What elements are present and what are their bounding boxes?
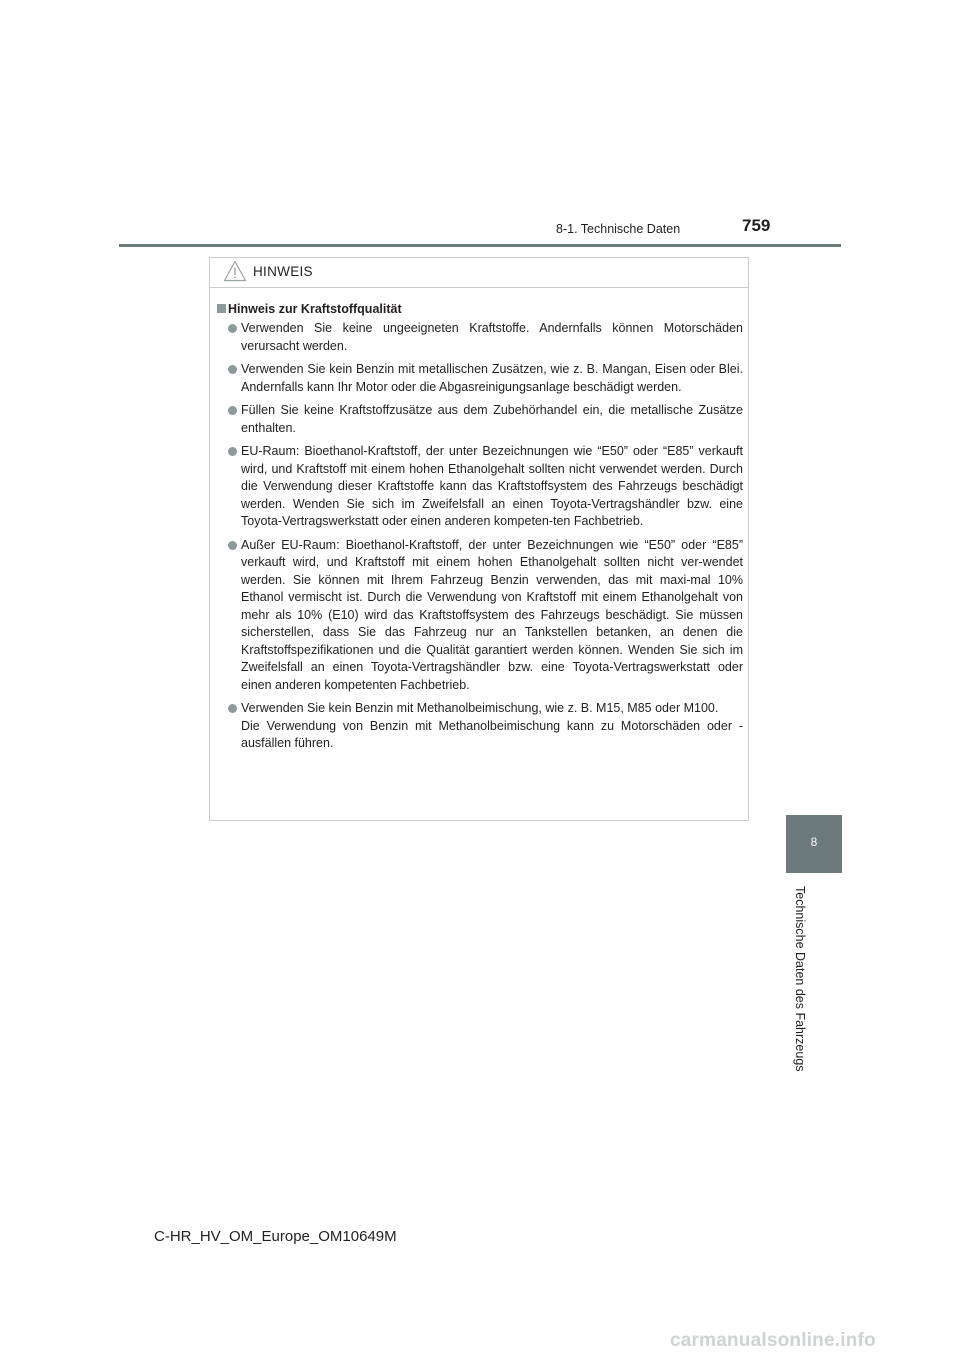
dot-bullet-icon	[228, 324, 237, 333]
footer-document-id: C-HR_HV_OM_Europe_OM10649M	[154, 1228, 397, 1245]
subheading-text: Hinweis zur Kraftstoffqualität	[228, 302, 402, 316]
list-item	[217, 537, 743, 695]
page-number: 759	[742, 216, 771, 235]
notice-subheading	[217, 300, 743, 318]
list-item	[217, 320, 743, 355]
list-item-text: Außer EU-Raum: Bioethanol-Kraftstoff, der unter Bezeichnungen wie “E50” oder “E85” verkauft wird, und Kraftstoff mit einem hohen Ethanolgehalt sollten nicht ver-wendet werden. Sie können mit Ihrem Fahrzeug Benzin verwenden, das mit maxi-mal 10% Ethanol vermischt ist. Durch die Verwendung von Kraftstoff mit einem Ethanolgehalt von mehr als 10% (E10) wird das Kraftstoffsystem des Fahrzeugs beschädigt. Sie müssen sicherstellen, dass Sie das Fahrzeug nur an Tankstellen betanken, an denen die Kraftstoffspezifikationen und die Qualität garantiert werden können. Wenden Sie sich im Zweifelsfall an einen Toyota-Vertragshändler bzw. eine Toyota-Vertragswerkstatt oder einen anderen kompetenten Fachbetrieb.	[241, 537, 743, 692]
dot-bullet-icon	[228, 541, 237, 550]
dot-bullet-icon	[228, 704, 237, 713]
list-item-text: Verwenden Sie keine ungeeigneten Kraftstoffe. Andernfalls können Motorschäden verursacht werden.	[241, 321, 743, 353]
header-section-title: 8-1. Technische Daten	[556, 222, 681, 236]
list-item	[217, 402, 743, 437]
chapter-number: 8	[810, 835, 818, 849]
dot-bullet-icon	[228, 447, 237, 456]
list-item-text: Verwenden Sie kein Benzin mit Methanolbeimischung, wie z. B. M15, M85 oder M100. Die Verwendung von Benzin mit Methanolbeimischung kann zu Motorschäden oder -ausfällen führen.	[241, 701, 743, 750]
chapter-title-vertical: Technische Daten des Fahrzeugs	[793, 886, 807, 1072]
header-rule	[119, 244, 841, 247]
list-item-text: Verwenden Sie kein Benzin mit metallischen Zusätzen, wie z. B. Mangan, Eisen oder Blei. Andernfalls kann Ihr Motor oder die Abgasreinigungsanlage beschädigt werden.	[241, 362, 743, 394]
notice-body	[217, 300, 743, 759]
list-item	[217, 700, 743, 753]
notice-list	[217, 320, 743, 753]
chapter-tab	[786, 815, 842, 873]
watermark: carmanualsonline.info	[670, 1330, 876, 1351]
notice-box	[209, 257, 749, 821]
list-item-text: EU-Raum: Bioethanol-Kraftstoff, der unter Bezeichnungen wie “E50” oder “E85” verkauft wird, und Kraftstoff mit einem hohen Ethanolgehalt sollten nicht verwendet werden. Durch die Verwendung dieser Kraftstoffe kann das Kraftstoffsystem des Fahrzeugs beschädigt werden. Wenden Sie sich im Zweifelsfall an einen Toyota-Vertragshändler bzw. eine Toyota-Vertragswerkstatt oder einen anderen kompeten-ten Fachbetrieb.	[241, 444, 743, 528]
notice-label: HINWEIS	[253, 264, 313, 279]
list-item-text: Füllen Sie keine Kraftstoffzusätze aus dem Zubehörhandel ein, die metallische Zusätze enthalten.	[241, 403, 743, 435]
dot-bullet-icon	[228, 365, 237, 374]
list-item	[217, 443, 743, 531]
dot-bullet-icon	[228, 406, 237, 415]
warning-triangle-icon	[223, 260, 247, 282]
square-bullet-icon	[217, 304, 226, 313]
notice-header	[210, 258, 748, 288]
list-item	[217, 361, 743, 396]
